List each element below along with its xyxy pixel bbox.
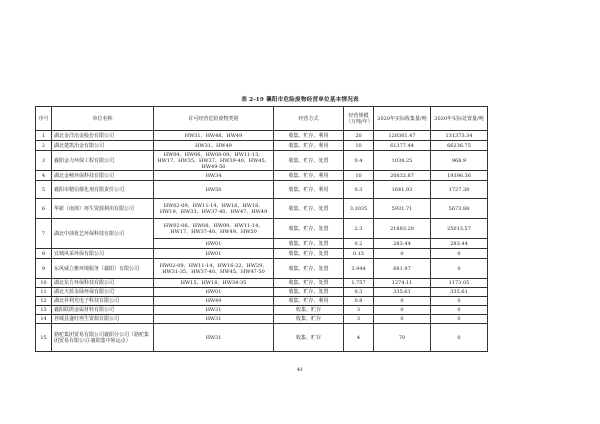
table-row	[36, 249, 488, 259]
cell-dispose: 0	[431, 259, 488, 279]
hazardous-waste-table	[35, 106, 488, 352]
cell-dispose: 5673.88	[431, 199, 488, 219]
cell-scale: 0.4	[344, 151, 374, 171]
cell-types: HW01	[154, 249, 274, 259]
cell-collect: 283.44	[374, 239, 431, 249]
cell-types: HW02-06、HW08、HW09、HW11-14、HW17、HW37-40、HW49、HW50	[154, 219, 274, 239]
cell-unit: 湖北东方环保科技有限公司	[52, 279, 154, 288]
cell-unit: 襄阳市精信催化剂有限责任公司	[52, 181, 154, 199]
table-row	[36, 199, 488, 219]
cell-types: HW31、HW49	[154, 141, 274, 151]
cell-collect: 21883.28	[374, 219, 431, 239]
table-row	[36, 131, 488, 141]
cell-types: HW49	[154, 297, 274, 306]
cell-dispose: 283.44	[431, 239, 488, 249]
cell-types: HW31	[154, 324, 274, 352]
table-caption: 表 2-19 襄阳市危险废物经营单位基本情况表	[241, 97, 359, 103]
cell-collect: 1038.25	[374, 151, 431, 171]
cell-method: 收集、贮存、处置	[274, 288, 344, 297]
cell-scale: 10	[344, 171, 374, 181]
cell-collect: 681.97	[374, 259, 431, 279]
cell-dispose: 0	[431, 324, 488, 352]
cell-seq: 15	[36, 324, 52, 352]
cell-unit: 湖北金洋冶金股份有限公司	[52, 131, 154, 141]
cell-seq: 13	[36, 306, 52, 315]
cell-scale: 0.2	[344, 239, 374, 249]
cell-dispose: 1727.38	[431, 181, 488, 199]
cell-collect: 5931.71	[374, 199, 431, 219]
table-row	[36, 181, 488, 199]
cell-dispose: 968.9	[431, 151, 488, 171]
cell-method: 收集、贮存、利用	[274, 181, 344, 199]
cell-types: HW34	[154, 171, 274, 181]
cell-dispose: 1173.05	[431, 279, 488, 288]
cell-unit: 东风威立雅环境服务（襄阳）有限公司	[52, 259, 154, 279]
table-row	[36, 297, 488, 306]
cell-scale: 1.757	[344, 279, 374, 288]
header-dispose: 2020年实际处置量/吨	[431, 107, 488, 131]
cell-types: HW01	[154, 288, 274, 297]
cell-seq: 5	[36, 181, 52, 199]
cell-scale: 0.3	[344, 288, 374, 297]
cell-dispose: 25013.57	[431, 219, 488, 239]
cell-dispose: 0	[431, 249, 488, 259]
cell-method: 收集、贮存、处置	[274, 151, 344, 171]
cell-scale: 2.3	[344, 219, 374, 239]
table-row	[36, 279, 488, 288]
table-row	[36, 141, 488, 151]
table-row	[36, 259, 488, 279]
cell-dispose: 335.61	[431, 288, 488, 297]
cell-method: 收集、贮存、处置	[274, 259, 344, 279]
header-row	[36, 107, 488, 131]
cell-unit: 湖北中油优艺环保科技有限公司	[52, 219, 154, 249]
table-row	[36, 288, 488, 297]
cell-seq: 8	[36, 249, 52, 259]
header-types: 许可经营危险废物类别	[154, 107, 274, 131]
cell-seq: 4	[36, 171, 52, 181]
cell-method: 收集、贮存、处置	[274, 279, 344, 288]
cell-types: HW02-09、HW11-14、HW16-22、HW29、HW31-35、HW37-40、HW45、HW47-50	[154, 259, 274, 279]
cell-collect: 70	[374, 324, 431, 352]
cell-dispose: 131373.34	[431, 131, 488, 141]
cell-types: HW02-09、HW11-14、HW16、HW18、HW19、HW33、HW37-40、HW47、HW49	[154, 199, 274, 219]
cell-unit: 华新（南漳）再生资源利用有限公司	[52, 199, 154, 219]
cell-seq: 10	[36, 279, 52, 288]
header-unit: 单位名称	[52, 107, 154, 131]
cell-scale: 20	[344, 131, 374, 141]
cell-collect: 128361.47	[374, 131, 431, 141]
cell-scale: 3	[344, 315, 374, 324]
cell-types: HW31、HW48、HW49	[154, 131, 274, 141]
cell-types: HW15、HW18、HW34-35	[154, 279, 274, 288]
cell-types: HW50	[154, 181, 274, 199]
table-row	[36, 219, 488, 239]
table-row	[36, 151, 488, 171]
table-row	[36, 315, 488, 324]
cell-unit: 湖北楚凯冶金有限公司	[52, 141, 154, 151]
page-number: 41	[296, 367, 304, 373]
cell-dispose: 0	[431, 306, 488, 315]
cell-unit: 襄阳联鸿金属材料有限公司	[52, 306, 154, 315]
cell-unit: 湖北金畅环保科技有限公司	[52, 171, 154, 181]
header-method: 经营方式	[274, 107, 344, 131]
cell-method: 收集、贮存、处置	[274, 239, 344, 249]
cell-collect: 61377.44	[374, 141, 431, 151]
cell-method: 收集、贮存、处置	[274, 219, 344, 239]
cell-types: HW31	[154, 315, 274, 324]
cell-seq: 3	[36, 151, 52, 171]
cell-unit: 襄阳金力环保工程有限公司	[52, 151, 154, 171]
cell-scale: 3.944	[344, 259, 374, 279]
cell-dispose: 0	[431, 315, 488, 324]
cell-scale: 4	[344, 324, 374, 352]
cell-method: 收集、贮存	[274, 324, 344, 352]
cell-method: 收集、贮存、利用	[274, 171, 344, 181]
cell-method: 收集、贮存	[274, 315, 344, 324]
cell-collect: 0	[374, 315, 431, 324]
cell-seq: 9	[36, 259, 52, 279]
cell-unit: 湖北天蓝永绿环保有限公司	[52, 288, 154, 297]
cell-scale: 0.8	[344, 297, 374, 306]
header-seq: 序号	[36, 107, 52, 131]
cell-unit: 宜城风采环保有限公司	[52, 249, 154, 259]
cell-types: HW01	[154, 239, 274, 249]
cell-unit: 谷城县盛旺再生资源有限公司	[52, 315, 154, 324]
cell-types: HW04、HW06、HW08-09、HW11-13、HW17、HW35、HW37、HW39-40、HW45、HW49-50	[154, 151, 274, 171]
header-collect: 2020年实际收集量/吨	[374, 107, 431, 131]
cell-scale: 10	[344, 141, 374, 151]
cell-collect: 0	[374, 297, 431, 306]
cell-method: 收集、贮存、利用	[274, 131, 344, 141]
cell-seq: 6	[36, 199, 52, 219]
cell-dispose: 19396.36	[431, 171, 488, 181]
cell-seq: 2	[36, 141, 52, 151]
table-row	[36, 324, 488, 352]
cell-types: HW31	[154, 306, 274, 315]
cell-scale: 0.15	[344, 249, 374, 259]
header-scale: 经营规模（万吨/年）	[344, 107, 374, 131]
cell-method: 收集、贮存、处置	[274, 199, 344, 219]
cell-scale: 3.3035	[344, 199, 374, 219]
table-row	[36, 306, 488, 315]
cell-unit: 湖北祥利光电子科技有限公司	[52, 297, 154, 306]
cell-dispose: 66236.75	[431, 141, 488, 151]
cell-collect: 335.61	[374, 288, 431, 297]
cell-collect: 0	[374, 306, 431, 315]
cell-method: 收集、贮存、处置	[274, 249, 344, 259]
cell-collect: 20832.87	[374, 171, 431, 181]
cell-seq: 14	[36, 315, 52, 324]
cell-seq: 1	[36, 131, 52, 141]
cell-unit: 骆驼集团贸易有限公司襄阳分公司（骆驼集团贸易有限公司-襄阳集中转运点）	[52, 324, 154, 352]
table-row	[36, 171, 488, 181]
cell-seq: 12	[36, 297, 52, 306]
cell-collect: 1641.93	[374, 181, 431, 199]
cell-seq: 7	[36, 219, 52, 249]
cell-scale: 3	[344, 306, 374, 315]
cell-method: 收集、贮存、利用	[274, 141, 344, 151]
cell-collect: 0	[374, 249, 431, 259]
cell-method: 收集、贮存	[274, 306, 344, 315]
cell-seq: 11	[36, 288, 52, 297]
cell-collect: 1274.11	[374, 279, 431, 288]
cell-dispose: 0	[431, 297, 488, 306]
cell-scale: 0.3	[344, 181, 374, 199]
cell-method: 收集、贮存、利用	[274, 297, 344, 306]
